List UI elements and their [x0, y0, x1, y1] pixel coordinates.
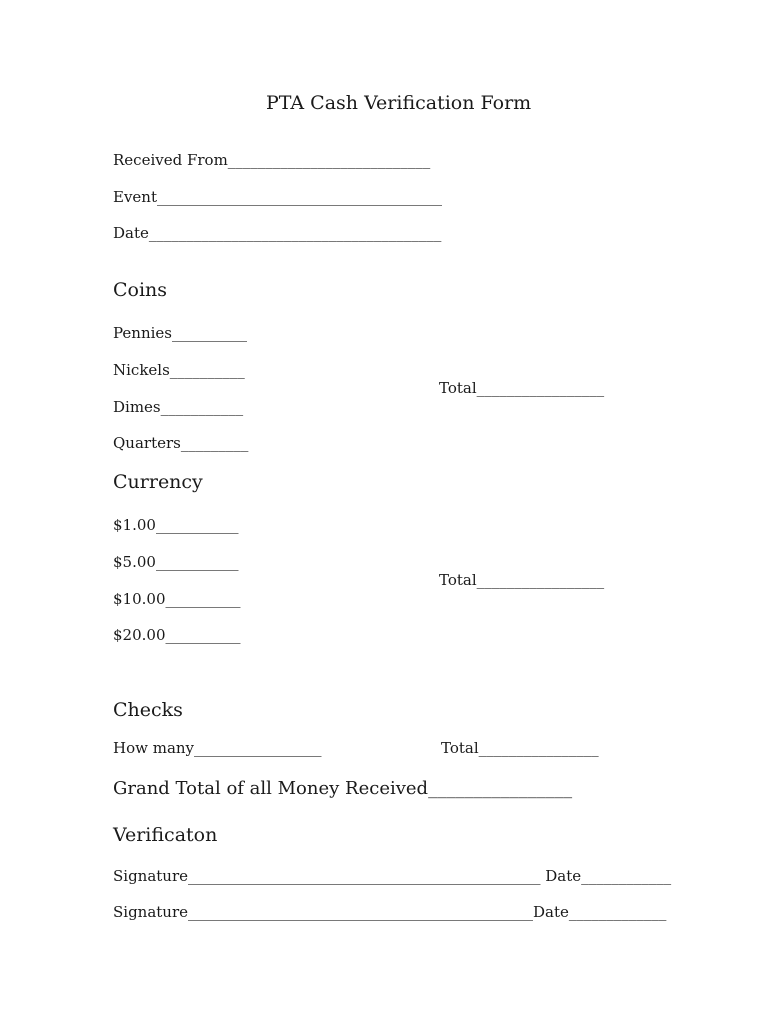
signature-line-1[interactable]: Signature_______________________________________________ Date____________ — [113, 867, 672, 885]
checks-how-many-field[interactable]: How many_________________ — [113, 739, 322, 757]
twenty-dollar-field[interactable]: $20.00__________ — [113, 626, 241, 644]
quarters-field[interactable]: Quarters_________ — [113, 434, 249, 452]
pennies-field[interactable]: Pennies__________ — [113, 324, 247, 342]
grand-total-field[interactable]: Grand Total of all Money Received________________ — [113, 778, 573, 799]
verification-heading: Verificaton — [113, 824, 218, 846]
checks-total-field[interactable]: Total________________ — [441, 739, 599, 757]
ten-dollar-field[interactable]: $10.00__________ — [113, 590, 241, 608]
nickels-field[interactable]: Nickels__________ — [113, 361, 245, 379]
currency-total-field[interactable]: Total_________________ — [439, 571, 605, 589]
signature-line-2[interactable]: Signature______________________________________________Date_____________ — [113, 903, 667, 921]
coins-total-field[interactable]: Total_________________ — [439, 379, 605, 397]
page-title: PTA Cash Verification Form — [266, 92, 532, 114]
one-dollar-field[interactable]: $1.00___________ — [113, 516, 239, 534]
checks-heading: Checks — [113, 699, 183, 721]
coins-heading: Coins — [113, 279, 168, 301]
event-field[interactable]: Event______________________________________ — [113, 188, 442, 206]
currency-heading: Currency — [113, 471, 203, 493]
received-from-field[interactable]: Received From___________________________ — [113, 151, 431, 169]
five-dollar-field[interactable]: $5.00___________ — [113, 553, 239, 571]
date-field[interactable]: Date_______________________________________ — [113, 224, 442, 242]
dimes-field[interactable]: Dimes___________ — [113, 398, 244, 416]
